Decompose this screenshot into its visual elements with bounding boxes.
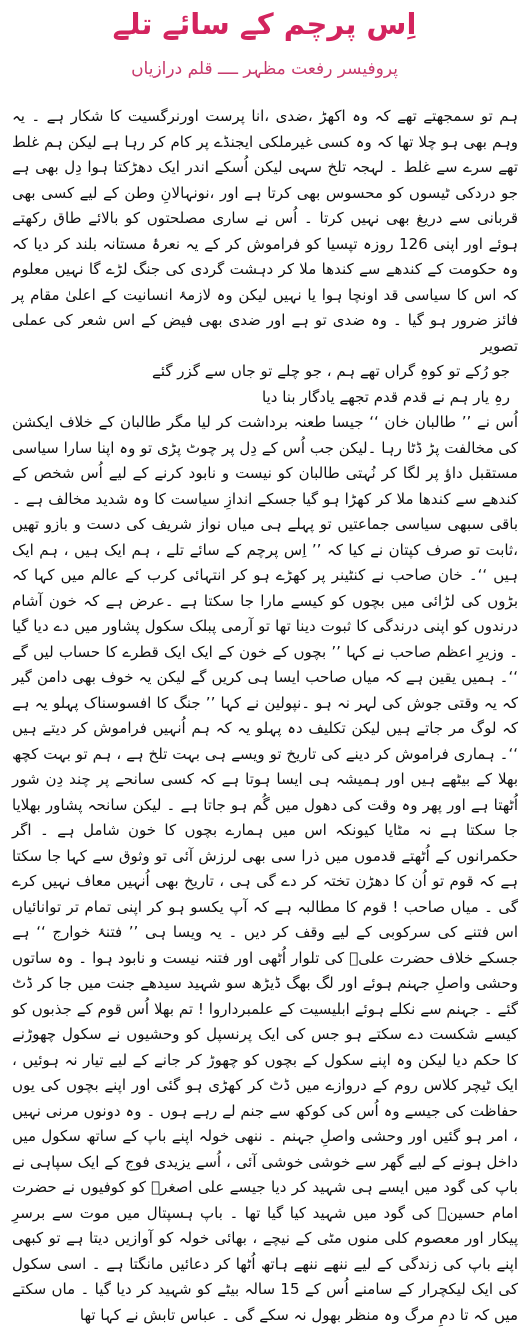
verse-couplet <box>12 359 518 410</box>
verse-line: رہِ یار ہم نے قدم قدم تجھے یادگار بنا دیا <box>262 387 510 406</box>
paragraph: اُس نے ’’ طالبان خان ‘‘ جیسا طعنہ برداشت کر لیا مگر طالبان کے خلاف ایکشن کی مخالفت پڑ ڈٹا رہا ۔لیکن جب اُس کے دِل پر چوٹ پڑی تو وہ اپنا سارا سیاسی مستقبل داؤ پر لگا کر نُہتی طالبان کو نیست و نابود کرنے کے لیے اُس شخص کے کندھے سے کندھا ملا کر کھڑا ہو گیا جسکے اندازِ سیاست کا وہ شدید مخالف ہے ۔ باقی سبھی سیاسی جماعتیں تو پہلے ہی میاں نواز شریف کی دست و بازو تھیں ،ثابت تو صرف کپتان نے کیا کہ ’’ اِس پرچم کے سائے تلے ، ہم ایک ہیں ، ہم ایک ہیں ‘‘۔ خان صاحب نے کنٹینر پر کھڑے ہو کر انتہائی کرب کے عالم میں کہا کہ بڑوں کی لڑائی میں بچوں کو کیسے مارا جا سکتا ہے ۔عرض ہے کہ خون آشام درندوں کو اپنی درندگی کا ثبوت دینا تھا تو آرمی پبلک سکول پشاور میں دے دیا گیا ۔ وزیرِ اعظم صاحب نے کہا ’’ بچوں کے خون کے ایک ایک قطرے کا حساب لیں گے ‘‘۔ ہمیں یقین ہے کہ میاں صاحب ایسا ہی کریں گے لیکن یہ خوف بھی دامن گیر کہ یہ وقتی جوش کی لہر نہ ہو ۔نپولین نے کہا ’’ جنگ کا افسوسناک پہلو یہ ہے کہ لوگ مر جاتے ہیں لیکن تکلیف دہ پہلو یہ کہ ہم اُنہیں فراموش کر دیتے ہیں ‘‘۔ ہماری فراموش کر دینے کی تاریخ تو ویسے ہی بہت تلخ ہے ، ہم تو بہت کچھ بھلا کے بیٹھے ہیں اور ہمیشہ ہی ایسا ہوتا ہے کہ کسی سانحے پر چند دِن شور اُٹھتا ہے اور پھر وہ وقت کی دھول میں گُم ہو جاتا ہے ۔ لیکن سانحہ پشاور بھلایا جا سکتا ہے نہ مٹایا کیونکہ اس میں ہمارے بچوں کا خون شامل ہے ۔ اگر حکمرانوں کے اُٹھتے قدموں میں ذرا سی بھی لرزش آئی تو وثوق سے کہا جا سکتا ہے کہ قوم تو اُن کا دھڑن تختہ کر دے گی ہی ، تاریخ بھی اُنہیں معاف نہیں کرے گی ۔ میاں صاحب ! قوم کا مطالبہ ہے کہ آپ یکسو ہو کر اپنی تمام تر توانائیاں اس فتنے کی سرکوبی کے لیے وقف کر دیں ۔ یہ ویسا ہی ’’ فتنۂ خوارج ‘‘ ہے جسکے خلاف حضرت علیؓ کی تلوار اُٹھی اور فتنہ نیست و نابود ہوا ۔ وہ ساتوں وحشی واصلِ جہنم ہوئے اور لگ بھگ ڈیڑھ سو شہید سیدھے جنت میں جا کر ڈٹ گئے ۔ جہنم سے نکلے ہوئے ابلیسیت کے علمبرداروا ! تم بھلا اُس قوم کے جذبوں کو کیسے شکست دے سکتے ہو جس کی ایک پرنسپل کو وحشیوں نے سکول چھوڑنے کا حکم دیا لیکن وہ اپنے سکول کے بچوں کو چھوڑ کر جانے کے لیے تیار نہ ہوئیں ، ایک ٹیچر کلاس روم کے دروازے میں ڈٹ کر کھڑی ہو گئی اور اپنے بچوں کی یوں حفاظت کی جیسے وہ اُس کی کوکھ سے جنم لے رہے ہوں ۔ وہ دونوں مرنی نہیں ، امر ہو گئیں اور وحشی واصلِ جہنم ۔ ننھی خولہ اپنے باپ کے ساتھ سکول میں داخل ہونے کے لیے گھر سے خوشی خوشی آئی ، اُسے یزیدی فوج کے ایک سپاہی نے باپ کی گود میں ایسے ہی شہید کر دیا جیسے علی اصغرؑ کو کوفیوں نے حضرت امام حسینؑ کی گود میں شہید کیا گیا تھا ۔ باپ ہسپتال میں موت سے برسرِ پیکار اور معصوم کلی منوں مٹی کے نیچے ، بھائی خولہ کو آوازیں دیتا ہے تو کبھی اپنے باپ کی زندگی کے لیے ننھے ننھے ہاتھ اُٹھا کر دعائیں مانگتا ہے ۔ اسی سکول کی ایک لیکچرار کے سامنے اُس کے 15 سالہ بیٹے کو شہید کر دیا گیا ۔ ماں سکتے میں کہ تا دمِ مرگ وہ منظر بھول نہ سکے گی ۔ عباس تابش نے کہا تھا <box>12 413 518 1324</box>
article-body <box>12 104 518 1324</box>
article-byline: پروفیسر رفعت مظہر ــــ قلم درازیاں <box>131 59 398 79</box>
verse-line: جو رُکے تو کوہِ گراں تھے ہم ، جو چلے تو جاں سے گزر گئے <box>152 362 510 380</box>
paragraph: ہم تو سمجھتے تھے کہ وہ اکھڑ ،ضدی ،انا پرست اورنرگسیت کا شکار ہے ۔ یہ وہم بھی ہو چلا تھا کہ وہ کسی غیرملکی ایجنڈے پر کام کر رہا ہے لیکن ہم غلط تھے سرے سے غلط ۔ لہجہ تلخ سہی لیکن اُسکے اندر ایک دھڑکتا ہوا دِل بھی ہے جو دردکی ٹیسوں کو محسوس بھی کرتا ہے اور ،نونہالانِ وطن کے لیے کسی بھی قربانی سے دریغ بھی نہیں کرتا ۔ اُس نے ساری مصلحتوں کو بالائے طاق رکھتے ہوئے اور اپنی 126 روزہ تپسیا کو فراموش کر کے یہ نعرۂ مستانہ بلند کر دیا کہ وہ حکومت کے کندھے سے کندھا ملا کر دہشت گردی کی جنگ لڑے گا نہیں معلوم کہ اس کا سیاسی قد اونچا ہوا یا نہیں لیکن وہ لازمۂ انسانیت کے اعلیٰ مقام پر فائز ضرور ہو گیا ۔ وہ ضدی تو ہے اور ضدی بھی فیض کے اس شعر کی عملی تصویر <box>12 107 518 355</box>
article-title: اِس پرچم کے سائے تلے <box>112 7 417 41</box>
